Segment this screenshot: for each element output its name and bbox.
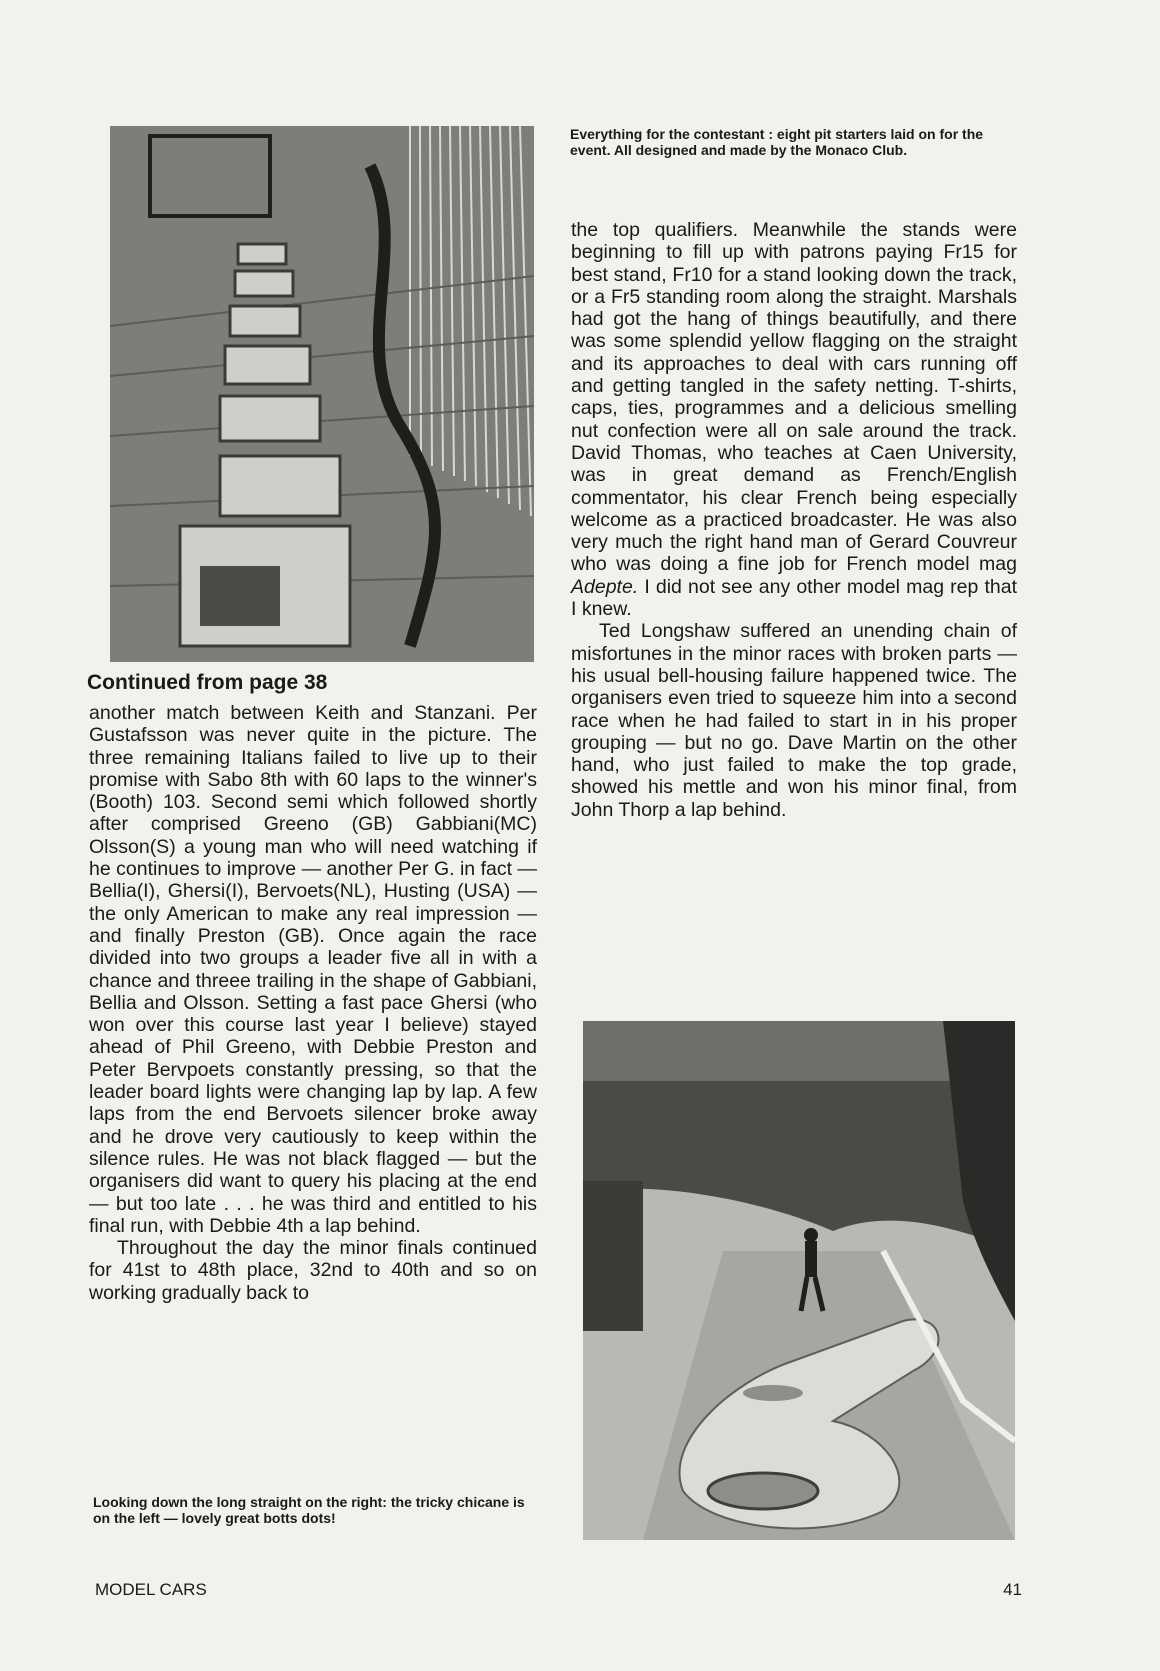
magazine-name-adepte: Adepte. xyxy=(571,575,639,598)
right-paragraph-1-end: I did not see any other model mag rep that I knew. xyxy=(571,575,1017,621)
magazine-title-footer: MODEL CARS xyxy=(95,1580,207,1599)
track-straight-photo xyxy=(583,1021,1015,1540)
left-paragraph-1: another match between Keith and Stanzani. Per Gustafsson was never quite in the picture. The three remaining Italians failed to live up to their promise with Sabo 8th with 60 laps to the winner's (Booth) 103. Second semi which followed shortly after comprised Greeno (GB) Gabbiani(MC) Olsson(S) a young man who will need watching if he continues to improve — another Per G. in fact — Bellia(I), Ghersi(I), Bervoets(NL), Husting (USA) — the only American to make any real impression — and finally Preston (GB). Once again the race divided into two groups a leader five all in with a chance and threee trailing in the shape of Gabbiani, Bellia and Olsson. Setting a fast pace Ghersi (who won over this course last year I believe) stayed ahead of Phil Greeno, with Debbie Preston and Peter Bervpoets constantly pressing, so that the leader board lights were changing lap by lap. A few laps from the end Bervoets silencer broke away and he drove very cautiously to keep within the silence rules. He was not black flagged — but the organisers did want to query his placing at the end — but too late . . . he was third and entitled to his final run, with Debbie 4th a lap behind. xyxy=(89,702,537,1237)
right-text-column xyxy=(571,219,1017,821)
right-paragraph-2: Ted Longshaw suffered an unending chain of misfortunes in the minor races with broken parts — his usual bell-housing failure happened twice. The organisers even tried to squeeze him into a second race when he had failed to start in in his proper grouping — but no go. Dave Martin on the other hand, who just failed to make the top grade, showed his mettle and won his minor final, from John Thorp a lap behind. xyxy=(571,620,1017,821)
top-photo-caption: Everything for the contestant : eight pit starters laid on for the event. All designed and made by the Monaco Club. xyxy=(570,126,984,158)
right-paragraph-1-start: the top qualifiers. Meanwhile the stands were beginning to fill up with patrons paying Fr15 for best stand, Fr10 for a stand looking down the track, or a Fr5 standing room along the straight. Marshals had got the hang of things beautifully, and there was some splendid yellow flagging on the straight and its approaches to deal with cars running off and getting tangled in the safety netting. T-shirts, caps, ties, programmes and a delicious smelling nut confection were all on sale around the track. David Thomas, who teaches at Caen University, was in great demand as French/English commentator, his clear French being especially welcome as a practiced broadcaster. He was also very much the right hand man of Gerard Couvreur who was doing a fine job for French model mag xyxy=(571,219,1017,576)
pit-starters-illustration xyxy=(110,126,534,662)
page-number: 41 xyxy=(1003,1580,1022,1599)
right-paragraph-1 xyxy=(571,219,1017,620)
track-straight-illustration xyxy=(583,1021,1015,1540)
left-paragraph-2: Throughout the day the minor finals continued for 41st to 48th place, 32nd to 40th and so on working gradually back to xyxy=(89,1237,537,1304)
left-text-column xyxy=(89,702,537,1304)
pit-starters-photo xyxy=(110,126,534,662)
continued-heading: Continued from page 38 xyxy=(87,671,328,694)
bottom-photo-caption: Looking down the long straight on the right: the tricky chicane is on the left — lovely great botts dots! xyxy=(93,1494,525,1526)
